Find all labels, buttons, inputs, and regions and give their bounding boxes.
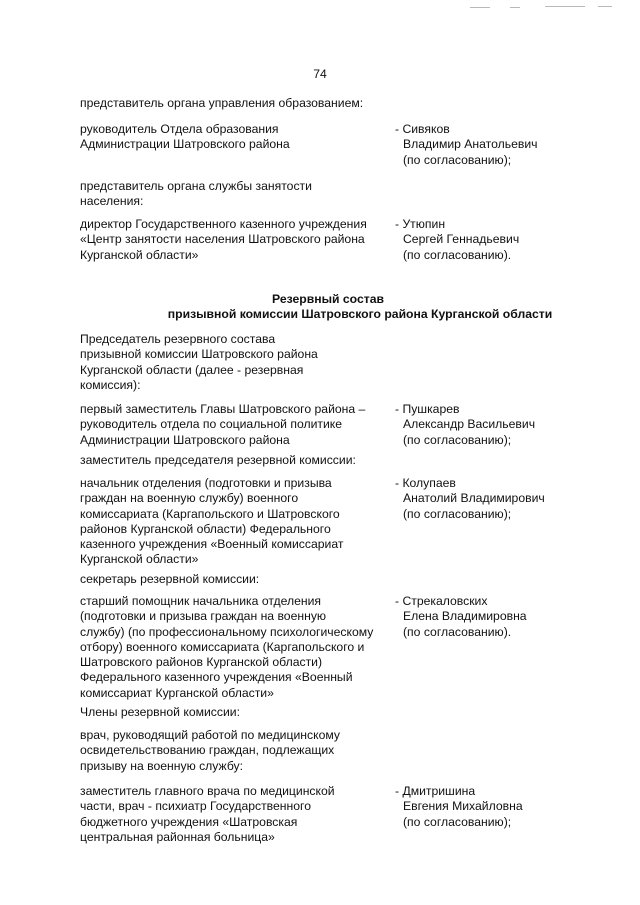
reserve-title: Резервный состав призывной комиссии Шатровского района Курганской области: [167, 292, 553, 322]
member-role: первый заместитель Главы Шатровского района – руководитель отдела по социальной политике Администрации Шатровского района: [80, 402, 366, 447]
section-heading: Члены резервной комиссии:: [80, 705, 240, 719]
member-name: - Утюпин Сергей Геннадьевич (по согласованию).: [395, 217, 520, 262]
section-heading: представитель органа службы занятости населения:: [80, 179, 312, 209]
member-name: - Колупаев Анатолий Владимирович (по согласованию);: [395, 476, 545, 521]
scan-artifact: [510, 7, 520, 8]
member-role: заместитель главного врача по медицинской части, врач - психиатр Государственного бюджетного учреждения «Шатровская центральная районная больница»: [80, 784, 335, 844]
member-name: - Стрекаловских Елена Владимировна (по согласованию).: [395, 594, 527, 639]
section-heading: Председатель резервного состава призывной комиссии Шатровского района Курганской области (далее - резервная комиссия):: [80, 332, 318, 392]
page-number: 74: [313, 67, 327, 81]
section-heading: заместитель председателя резервной комиссии:: [80, 453, 356, 467]
section-heading: представитель органа управления образованием:: [80, 96, 364, 110]
member-role: начальник отделения (подготовки и призыва граждан на военную службу) военного комиссариата (Каргапольского и Шатровского районов Курганской области) Федерального казенного учреждения «Военный комиссариат Курганской области»: [80, 476, 344, 567]
scan-artifact: [598, 6, 612, 7]
scan-artifact: [470, 7, 490, 8]
section-heading: секретарь резервной комиссии:: [80, 572, 260, 586]
scan-artifact: [545, 6, 585, 7]
member-name: - Дмитришина Евгения Михайловна (по согласованию);: [395, 784, 523, 829]
member-role: руководитель Отдела образования Администрации Шатровского района: [80, 122, 290, 152]
member-role: директор Государственного казенного учреждения «Центр занятости населения Шатровского района Курганской области»: [80, 217, 367, 262]
member-role: старший помощник начальника отделения (подготовки и призыва граждан на военную службу) (по профессиональному психологическому отбору) военного комиссариата (Каргапольского и Шатровского районов Курганской области) Федерального казенного учреждения «Военный комиссариат Курганской области»: [80, 594, 374, 700]
member-name: - Пушкарев Александр Васильевич (по согласованию);: [395, 402, 536, 447]
member-name: - Сивяков Владимир Анатольевич (по согласованию);: [395, 122, 538, 167]
section-heading: врач, руководящий работой по медицинскому освидетельствованию граждан, подлежащих призыву на военную службу:: [80, 728, 340, 773]
